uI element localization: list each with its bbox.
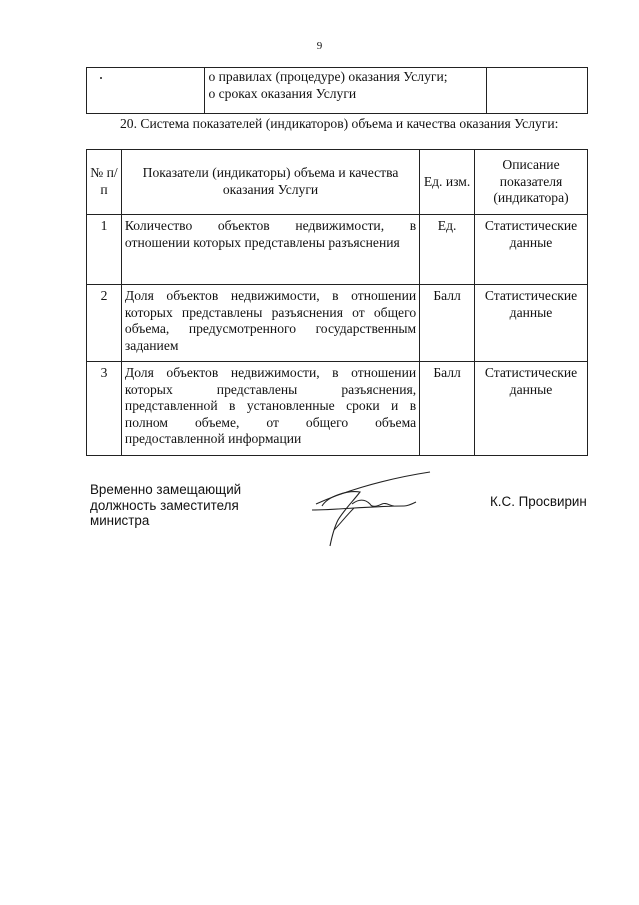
- row-num: 2: [87, 285, 122, 362]
- table-row: [87, 362, 588, 456]
- header-num: № п/п: [87, 150, 122, 215]
- row-description: Статистические данные: [475, 362, 588, 456]
- table-cell-empty: [87, 68, 205, 114]
- row-num: 3: [87, 362, 122, 456]
- position-line-1: Временно замещающий: [90, 482, 242, 497]
- header-indicator: Показатели (индикаторы) объема и качества оказания Услуги: [121, 150, 419, 215]
- indicators-table: [86, 149, 588, 456]
- procedure-line-1: о правилах (процедуре) оказания Услуги;: [208, 69, 448, 84]
- row-unit: Балл: [420, 362, 475, 456]
- header-description: Описание показателя (индикатора): [475, 150, 588, 215]
- table-row: [87, 68, 588, 114]
- table-row: [87, 285, 588, 362]
- row-indicator: Доля объектов недвижимости, в отношении которых представлены разъяснения, представленной в установленные сроки и в полном объеме, от общего объема предоставленной информации: [121, 362, 419, 456]
- row-indicator: Доля объектов недвижимости, в отношении которых представлены разъяснения от общего объема, предусмотренного государственным заданием: [121, 285, 419, 362]
- section-heading: 20. Система показателей (индикаторов) объема и качества оказания Услуги:: [120, 116, 559, 131]
- row-num: 1: [87, 215, 122, 285]
- table-cell-empty: [487, 68, 588, 114]
- header-unit: Ед. изм.: [420, 150, 475, 215]
- page-number: 9: [316, 40, 323, 52]
- signatory-position: [90, 482, 241, 529]
- row-unit: Балл: [420, 285, 475, 362]
- table-cell-procedure: [205, 68, 487, 114]
- position-line-2: должность заместителя: [90, 497, 239, 513]
- continuation-table: [86, 67, 588, 114]
- handwritten-signature: [308, 466, 438, 552]
- row-unit: Ед.: [420, 215, 475, 285]
- position-line-3: министра: [90, 513, 150, 529]
- dot-mark: [100, 77, 102, 79]
- table-row: [87, 215, 588, 285]
- row-description: Статистические данные: [475, 215, 588, 285]
- row-indicator: Количество объектов недвижимости, в отношении которых представлены разъяснения: [121, 215, 419, 285]
- table-header-row: [87, 150, 588, 215]
- procedure-line-2: о сроках оказания Услуги: [208, 85, 357, 101]
- row-description: Статистические данные: [475, 285, 588, 362]
- signer-name: К.С. Просвирин: [490, 494, 587, 509]
